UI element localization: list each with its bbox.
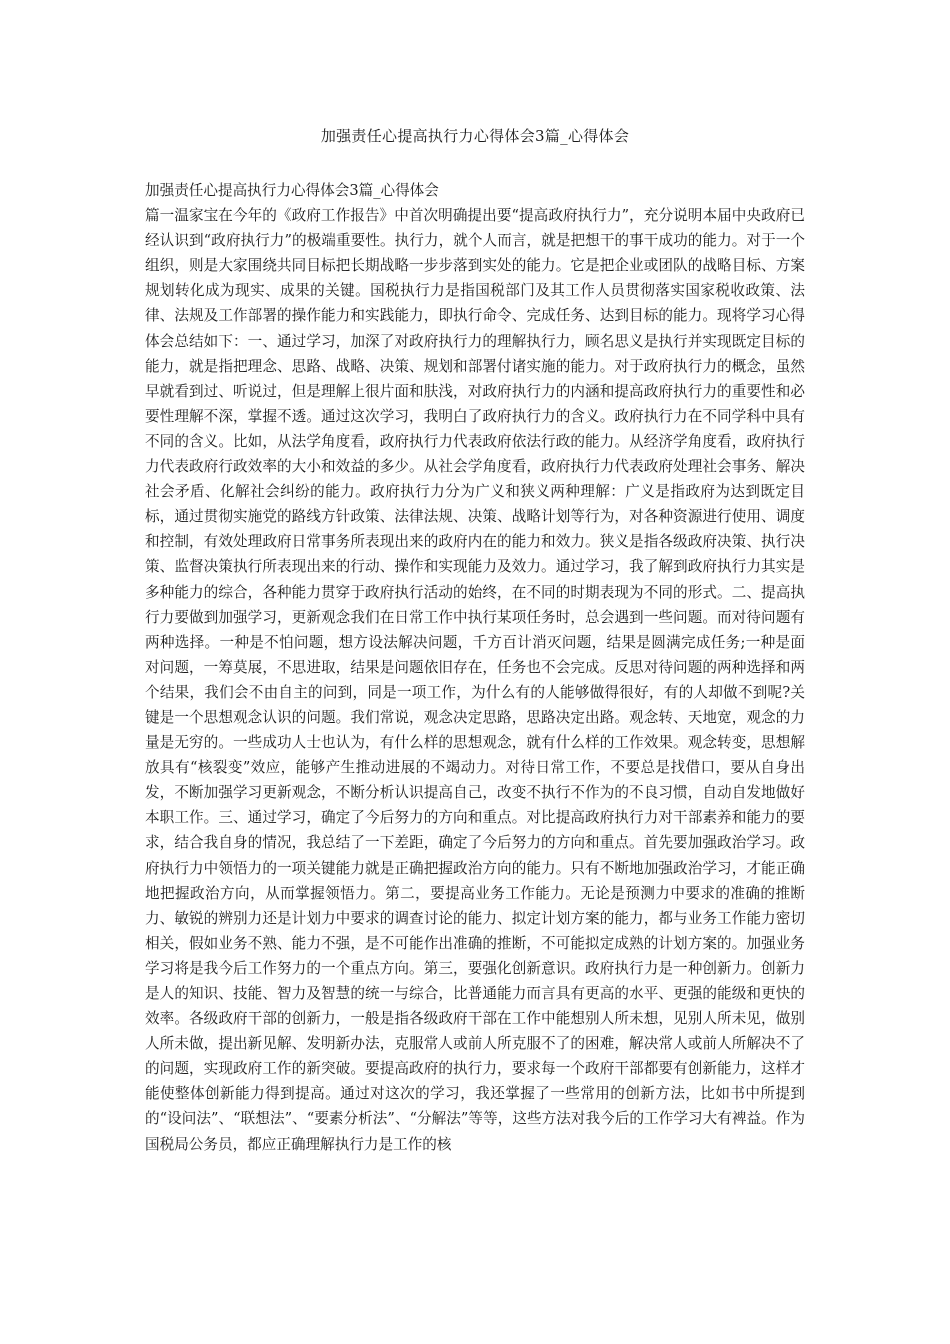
document-title: 加强责任心提高执行力心得体会3篇_心得体会 bbox=[320, 127, 630, 145]
document-subtitle: 加强责任心提高执行力心得体会3篇_心得体会 bbox=[145, 182, 439, 199]
document-body: 篇一温家宝在今年的《政府工作报告》中首次明确提出要“提高政府执行力”，充分说明本届中央政府已经认识到“政府执行力”的极端重要性。执行力，就个人而言，就是把想干的事干成功的能力。对于一个组织，则是大家围绕共同目标把长期战略一步步落到实处的能力。它是把企业或团队的战略目标、方案规划转化成为现实、成果的关键。国税执行力是指国税部门及其工作人员贯彻落实国家税收政策、法律、法规及工作部署的操作能力和实践能力，即执行命令、完成任务、达到目标的能力。现将学习心得体会总结如下：一、通过学习，加深了对政府执行力的理解执行力，顾名思义是执行并实现既定目标的能力，就是指把理念、思路、战略、决策、规划和部署付诸实施的能力。对于政府执行力的概念，虽然早就看到过、听说过，但是理解上很片面和肤浅，对政府执行力的内涵和提高政府执行力的重要性和必要性理解不深，掌握不透。通过这次学习，我明白了政府执行力的含义。政府执行力在不同学科中具有不同的含义。比如，从法学角度看，政府执行力代表政府依法行政的能力。从经济学角度看，政府执行力代表政府行政效率的大小和效益的多少。从社会学角度看，政府执行力代表政府处理社会事务、解决社会矛盾、化解社会纠纷的能力。政府执行力分为广义和狭义两种理解：广义是指政府为达到既定目标，通过贯彻实施党的路线方针政策、法律法规、决策、战略计划等行为，对各种资源进行使用、调度和控制，有效处理政府日常事务所表现出来的政府内在的能力和效力。狭义是指各级政府决策、执行决策、监督决策执行所表现出来的行动、操作和实现能力及效力。通过学习，我了解到政府执行力其实是多种能力的综合，各种能力贯穿于政府执行活动的始终，在不同的时期表现为不同的形式。二、提高执行力要做到加强学习，更新观念我们在日常工作中执行某项任务时，总会遇到一些问题。而对待问题有两种选择。一种是不怕问题，想方设法解决问题，千方百计消灭问题，结果是圆满完成任务;一种是面对问题，一筹莫展，不思进取，结果是问题依旧存在，任务也不会完成。反思对待问题的两种选择和两个结果，我们会不由自主的问到，同是一项工作，为什么有的人能够做得很好，有的人却做不到呢?关键是一个思想观念认识的问题。我们常说，观念决定思路，思路决定出路。观念转、天地宽，观念的力量是无穷的。一些成功人士也认为，有什么样的思想观念，就有什么样的工作效果。观念转变，思想解放具有“核裂变”效应，能够产生推动进展的不竭动力。对待日常工作，不要总是找借口，要从自身出发，不断加强学习更新观念，不断分析认识提高自己，改变不执行不作为的不良习惯，自动自发地做好本职工作。三、通过学习，确定了今后努力的方向和重点。对比提高政府执行力对干部素养和能力的要求，结合我自身的情况，我总结了一下差距，确定了今后努力的方向和重点。首先要加强政治学习。政府执行力中领悟力的一项关键能力就是正确把握政治方向的能力。只有不断地加强政治学习，才能正确地把握政治方向，从而掌握领悟力。第二，要提高业务工作能力。无论是预测力中要求的准确的推断力、敏锐的辨别力还是计划力中要求的调查讨论的能力、拟定计划方案的能力，都与业务工作能力密切相关，假如业务不熟、能力不强，是不可能作出准确的推断，不可能拟定成熟的计划方案的。加强业务学习将是我今后工作努力的一个重点方向。第三，要强化创新意识。政府执行力是一种创新力。创新力是人的知识、技能、智力及智慧的统一与综合，比普通能力而言具有更高的水平、更强的能级和更快的效率。各级政府干部的创新力，一般是指各级政府干部在工作中能想别人所未想，见别人所未见，做别人所未做，提出新见解、发明新办法，克服常人或前人所克服不了的困难，解决常人或前人所解决不了的问题，实现政府工作的新突破。要提高政府的执行力，要求每一个政府干部都要有创新能力，这样才能使整体创新能力得到提高。通过对这次的学习，我还掌握了一些常用的创新方法，比如书中所提到的“设问法”、“联想法”、“要素分析法”、“分解法”等等，这些方法对我今后的工作学习大有裨益。作为国税局公务员，都应正确理解执行力是工作的核 bbox=[145, 207, 805, 1153]
document-content bbox=[145, 178, 805, 1157]
